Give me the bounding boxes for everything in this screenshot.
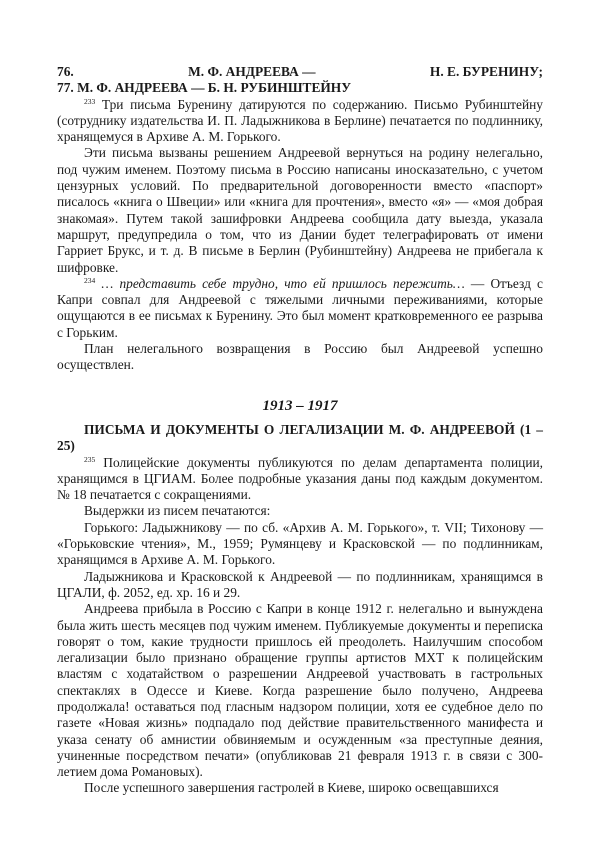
heading-line-1 — [57, 64, 543, 80]
paragraph: После успешного завершения гастролей в Киеве, широко освещавшихся — [84, 780, 499, 796]
footnote-234 — [57, 276, 543, 341]
footnote-233 — [57, 97, 543, 146]
footnote-number: 235 — [84, 454, 96, 464]
footnote-number: 234 — [84, 275, 96, 285]
document-page — [57, 64, 543, 797]
paragraph: Эти письма вызваны решением Андреевой вернуться на родину нелегально, под чужим именем. Поэтому письма в Россию написаны иносказательно, с учетом цензурных условий. По предварительной договоренности вместо «паспорт» писалось «книга о Швеции» или «книга для прочтения», вместо «я» — «моя добрая знакомая». Путем такой зашифровки Андреева сообщила дату выезда, указала маршрут, предупредила о том, что из Дании будет телеграфировать от имени Гарриет Брукс, и т. д. В письме в Берлин (Рубинштейну) Андреева не прибегала к шифровке. — [57, 145, 543, 275]
footnote-text: Полицейские документы публикуются по делам департамента полиции, хранящимся в ЦГИАМ. Более подробные указания даны под каждым документом. № 18 печатается с сокращениями. — [57, 454, 543, 503]
heading-from: М. Ф. АНДРЕЕВА — — [188, 64, 316, 79]
footnote-text: Три письма Буренину датируются по содержанию. Письмо Рубинштейну (сотруднику издательства И. П. Ладыжникова в Берлине) печатается по подлиннику, хранящемуся в Архиве А. М. Горького. — [57, 96, 543, 145]
paragraph: План нелегального возвращения в Россию был Андреевой успешно осуществлен. — [57, 341, 543, 373]
paragraph: Ладыжникова и Красковской к Андреевой — по подлинникам, хранящимся в ЦГАЛИ, ф. 2052, ед. хр. 16 и 29. — [57, 568, 543, 600]
section-title: ПИСЬМА И ДОКУМЕНТЫ О ЛЕГАЛИЗАЦИИ М. Ф. АНДРЕЕВОЙ (1 – 25) — [57, 421, 543, 454]
paragraph: Выдержки из писем печатаются: — [84, 503, 271, 519]
footnote-text: — Отъезд с Капри совпал для Андреевой с тяжелыми личными переживаниями, которые ощущаются в ее письмах к Буренину. Это был момент кратковременного ее разрыва с Горьким. — [57, 275, 543, 340]
heading-line-2: 77. М. Ф. АНДРЕЕВА — Б. Н. РУБИНШТЕЙНУ — [57, 80, 352, 96]
paragraph: Горького: Ладыжникову — по сб. «Архив А. М. Горького», т. VII; Тихонову — «Горьковские чтения», М., 1959; Румянцеву и Красковской — по подлинникам, хранящимся в Архиве А. М. Горького. — [57, 519, 543, 568]
footnote-number: 233 — [84, 96, 96, 106]
footnote-235 — [57, 455, 543, 504]
heading-number: 76. — [57, 64, 74, 79]
quote-italic: … представить себе трудно, что ей пришлось пережить… — [95, 275, 465, 291]
paragraph: Андреева прибыла в Россию с Капри в конце 1912 г. нелегально и вынуждена была жить шесть месяцев под чужим именем. Публикуемые документы и переписка говорят о том, какие трудности пришлось ей преодолеть. Наилучшим способом легализации было признано обращение группы артистов МХТ к полицейским властям с ходатайством о разрешении Андреевой участвовать в гастрольных спектаклях в Одессе и Киеве. Когда разрешение было получено, Андреева продолжала! оставаться под гласным надзором полиции, хотя ее судебное дело по газете «Новая жизнь» подпадало под действие правительственного манифеста и указа сенату об амнистии обвиняемым и осужденным «за преступные деяния, учиненные посредством печати» (опубликовав 21 февраля 1913 г. в связи с 300-летием дома Романовых). — [57, 601, 543, 780]
heading-to: Н. Е. БУРЕНИНУ; — [429, 64, 543, 79]
period-title: 1913 – 1917 — [262, 397, 338, 414]
